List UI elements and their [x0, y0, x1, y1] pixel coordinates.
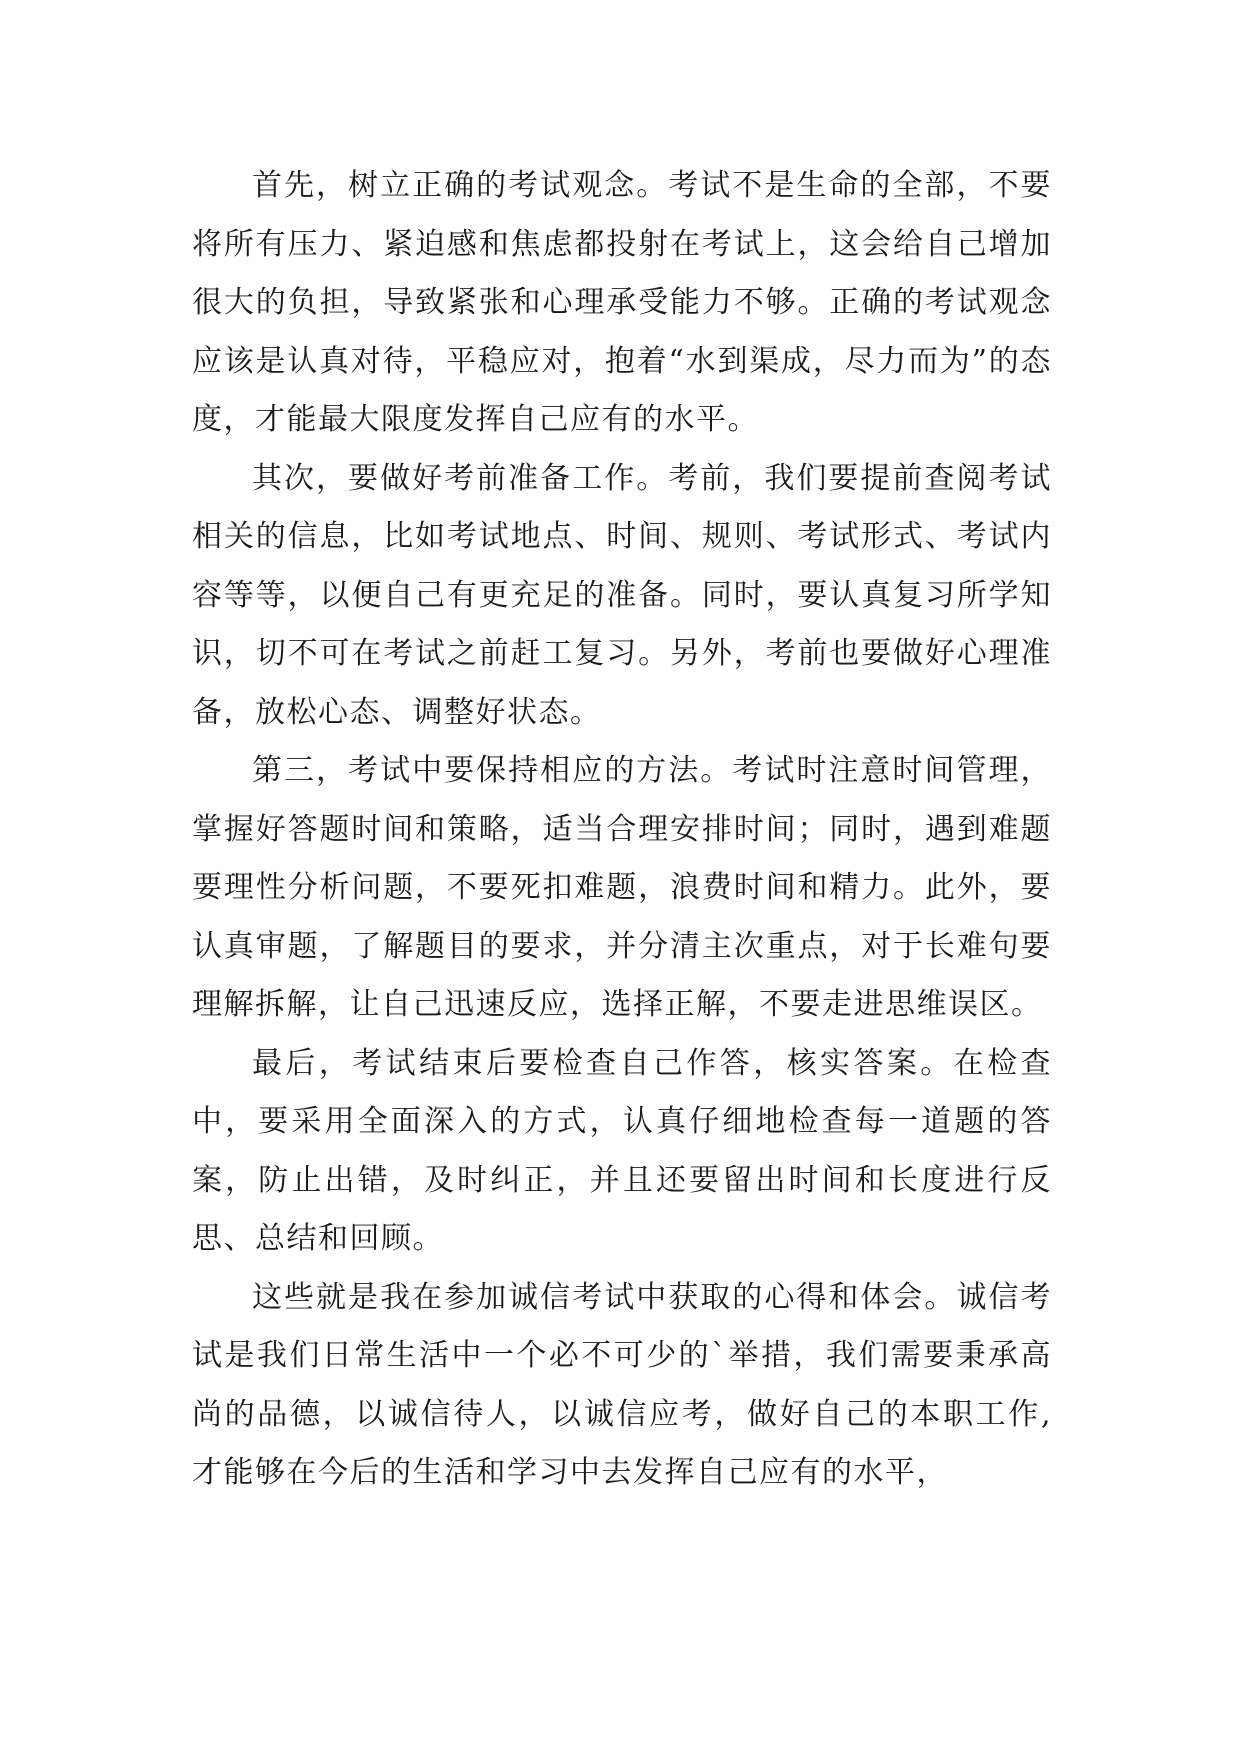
paragraph-1: 首先，树立正确的考试观念。考试不是生命的全部，不要将所有压力、紧迫感和焦虑都投射在考试上，这会给自己增加很大的负担，导致紧张和心理承受能力不够。正确的考试观念应该是认真对待，平稳应对，抱着“水到渠成，尽力而为”的态度，才能最大限度发挥自己应有的水平。	[192, 168, 1052, 437]
document-body	[192, 157, 1052, 1503]
paragraph-5: 这些就是我在参加诚信考试中获取的心得和体会。诚信考试是我们日常生活中一个必不可少的`举措，我们需要秉承高尚的品德，以诚信待人，以诚信应考，做好自己的本职工作,才能够在今后的生活和学习中去发挥自己应有的水平，	[192, 1279, 1052, 1490]
paragraph-2: 其次，要做好考前准备工作。考前，我们要提前查阅考试相关的信息，比如考试地点、时间、规则、考试形式、考试内容等等，以便自己有更充足的准备。同时，要认真复习所学知识，切不可在考试之前赶工复习。另外，考前也要做好心理准备，放松心态、调整好状态。	[192, 460, 1052, 730]
paragraph-3: 第三，考试中要保持相应的方法。考试时注意时间管理，掌握好答题时间和策略，适当合理安排时间；同时，遇到难题要理性分析问题，不要死扣难题，浪费时间和精力。此外，要认真审题，了解题目的要求，并分清主次重点，对于长难句要理解拆解，让自己迅速反应，选择正解，不要走进思维误区。	[192, 753, 1052, 1022]
paragraph-4: 最后，考试结束后要检查自己作答，核实答案。在检查中，要采用全面深入的方式，认真仔细地检查每一道题的答案，防止出错，及时纠正，并且还要留出时间和长度进行反思、总结和回顾。	[192, 1045, 1052, 1256]
